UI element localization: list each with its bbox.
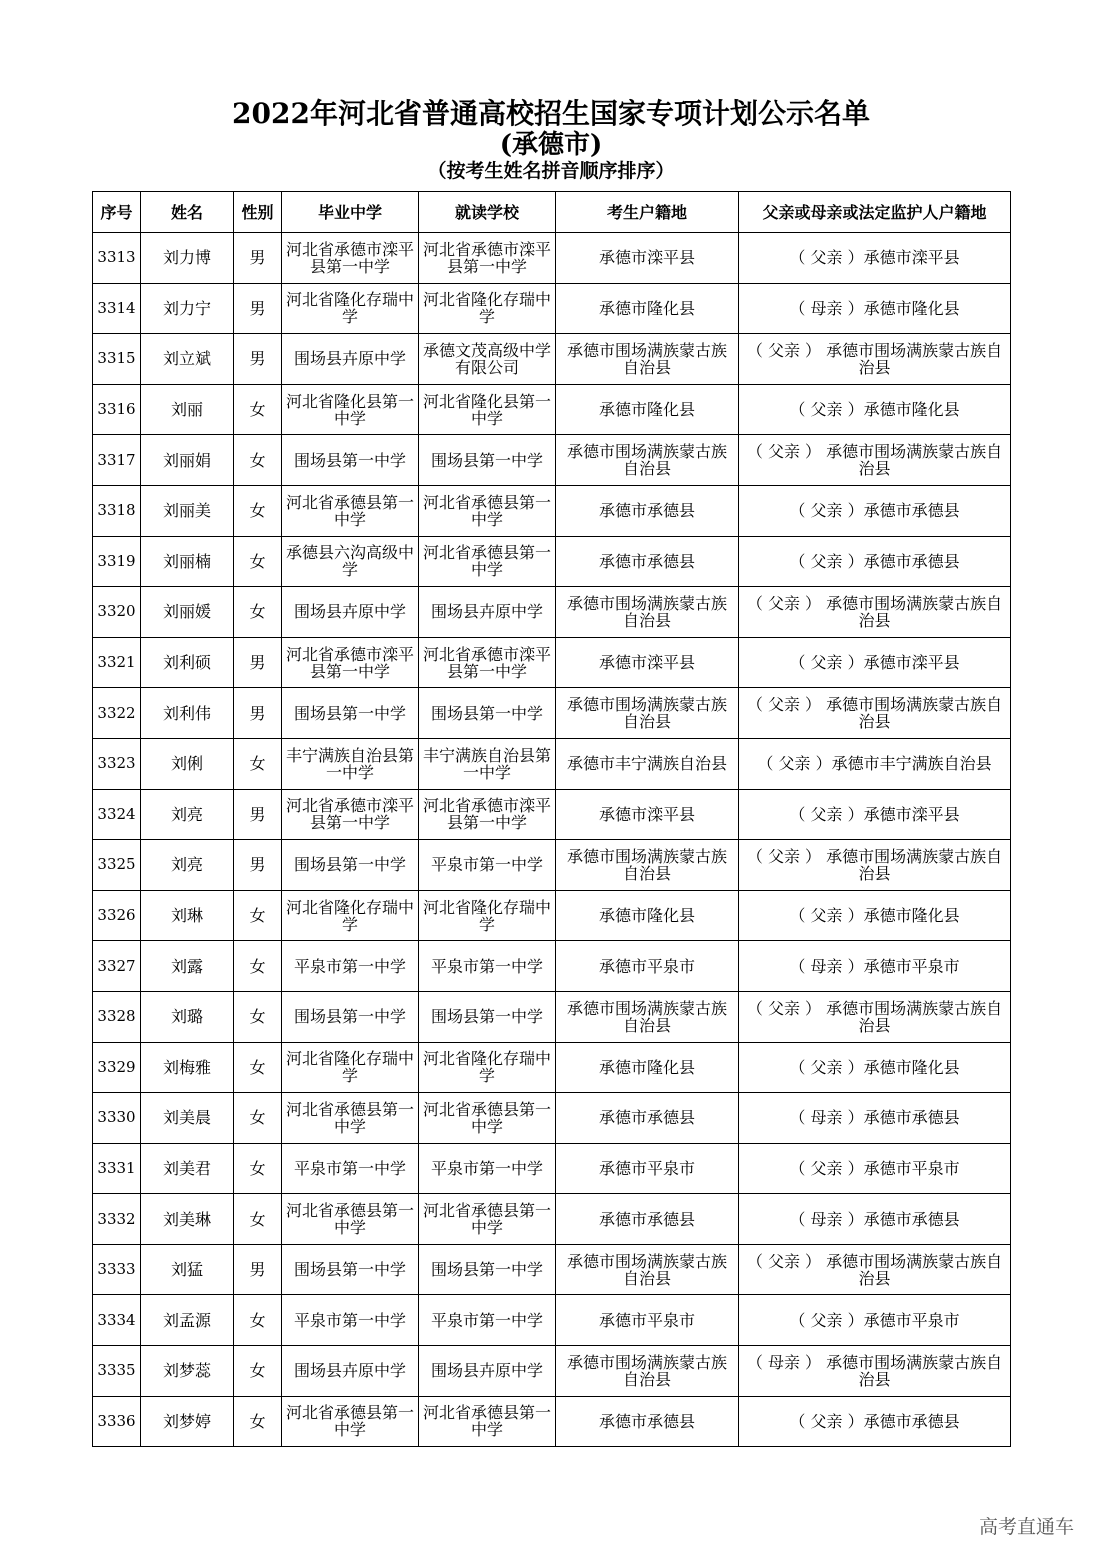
guardian-household-cell: （ 父亲 ） 承德市围场满族蒙古族自治县 <box>739 587 1011 638</box>
household-cell: 承德市隆化县 <box>556 890 739 941</box>
household-cell: 承德市围场满族蒙古族自治县 <box>556 334 739 385</box>
gender-cell: 男 <box>234 840 282 891</box>
current-school-cell: 丰宁满族自治县第一中学 <box>419 738 556 789</box>
household-cell: 承德市承德县 <box>556 1396 739 1447</box>
index-cell: 3321 <box>93 637 141 688</box>
index-cell: 3327 <box>93 941 141 992</box>
graduated-school-cell: 围场县第一中学 <box>282 435 419 486</box>
table-row <box>93 283 1011 334</box>
table-row <box>93 840 1011 891</box>
guardian-household-cell: （ 父亲 ）承德市承德县 <box>739 1396 1011 1447</box>
table-row <box>93 1295 1011 1346</box>
name-cell: 刘俐 <box>141 738 234 789</box>
gender-cell: 女 <box>234 1143 282 1194</box>
guardian-household-cell: （ 父亲 ）承德市隆化县 <box>739 890 1011 941</box>
household-cell: 承德市围场满族蒙古族自治县 <box>556 991 739 1042</box>
graduated-school-cell: 河北省承德县第一中学 <box>282 1194 419 1245</box>
graduated-school-cell: 河北省承德市滦平县第一中学 <box>282 789 419 840</box>
graduated-school-cell: 围场县第一中学 <box>282 840 419 891</box>
household-cell: 承德市围场满族蒙古族自治县 <box>556 1244 739 1295</box>
table-row <box>93 1194 1011 1245</box>
current-school-cell: 平泉市第一中学 <box>419 941 556 992</box>
gender-cell: 男 <box>234 789 282 840</box>
guardian-household-cell: （ 父亲 ）承德市承德县 <box>739 485 1011 536</box>
gender-cell: 女 <box>234 991 282 1042</box>
table-row <box>93 233 1011 284</box>
index-cell: 3317 <box>93 435 141 486</box>
guardian-household-cell: （ 母亲 ） 承德市围场满族蒙古族自治县 <box>739 1346 1011 1397</box>
index-cell: 3324 <box>93 789 141 840</box>
index-cell: 3319 <box>93 536 141 587</box>
table-row <box>93 890 1011 941</box>
index-cell: 3336 <box>93 1396 141 1447</box>
table-row <box>93 536 1011 587</box>
current-school-cell: 河北省承德市滦平县第一中学 <box>419 637 556 688</box>
graduated-school-cell: 河北省隆化存瑞中学 <box>282 283 419 334</box>
household-cell: 承德市承德县 <box>556 1093 739 1144</box>
table-row <box>93 384 1011 435</box>
index-cell: 3330 <box>93 1093 141 1144</box>
current-school-cell: 河北省承德县第一中学 <box>419 1194 556 1245</box>
guardian-household-cell: （ 母亲 ）承德市平泉市 <box>739 941 1011 992</box>
gender-cell: 女 <box>234 587 282 638</box>
name-cell: 刘丽 <box>141 384 234 435</box>
col-header-current-school: 就读学校 <box>419 192 556 233</box>
household-cell: 承德市围场满族蒙古族自治县 <box>556 435 739 486</box>
gender-cell: 女 <box>234 1194 282 1245</box>
index-cell: 3316 <box>93 384 141 435</box>
table-row <box>93 688 1011 739</box>
index-cell: 3328 <box>93 991 141 1042</box>
gender-cell: 男 <box>234 283 282 334</box>
index-cell: 3314 <box>93 283 141 334</box>
gender-cell: 男 <box>234 334 282 385</box>
header-row <box>93 192 1011 233</box>
gender-cell: 女 <box>234 738 282 789</box>
index-cell: 3315 <box>93 334 141 385</box>
guardian-household-cell: （ 母亲 ）承德市承德县 <box>739 1194 1011 1245</box>
current-school-cell: 河北省承德县第一中学 <box>419 485 556 536</box>
graduated-school-cell: 围场县第一中学 <box>282 1244 419 1295</box>
document-title: 2022年河北省普通高校招生国家专项计划公示名单 <box>232 97 870 130</box>
graduated-school-cell: 丰宁满族自治县第一中学 <box>282 738 419 789</box>
household-cell: 承德市承德县 <box>556 1194 739 1245</box>
graduated-school-cell: 围场县卉原中学 <box>282 1346 419 1397</box>
col-header-graduated-school: 毕业中学 <box>282 192 419 233</box>
household-cell: 承德市隆化县 <box>556 283 739 334</box>
graduated-school-cell: 河北省承德县第一中学 <box>282 485 419 536</box>
col-header-index: 序号 <box>93 192 141 233</box>
table-row <box>93 1143 1011 1194</box>
graduated-school-cell: 围场县卉原中学 <box>282 334 419 385</box>
gender-cell: 男 <box>234 1244 282 1295</box>
guardian-household-cell: （ 父亲 ）承德市隆化县 <box>739 1042 1011 1093</box>
table-row <box>93 991 1011 1042</box>
household-cell: 承德市滦平县 <box>556 637 739 688</box>
table-row <box>93 485 1011 536</box>
name-cell: 刘丽美 <box>141 485 234 536</box>
current-school-cell: 河北省隆化县第一中学 <box>419 384 556 435</box>
index-cell: 3326 <box>93 890 141 941</box>
guardian-household-cell: （ 父亲 ）承德市滦平县 <box>739 637 1011 688</box>
table-row <box>93 637 1011 688</box>
name-cell: 刘丽楠 <box>141 536 234 587</box>
current-school-cell: 河北省承德县第一中学 <box>419 536 556 587</box>
guardian-household-cell: （ 父亲 ） 承德市围场满族蒙古族自治县 <box>739 1244 1011 1295</box>
household-cell: 承德市平泉市 <box>556 941 739 992</box>
name-cell: 刘利伟 <box>141 688 234 739</box>
index-cell: 3318 <box>93 485 141 536</box>
household-cell: 承德市滦平县 <box>556 233 739 284</box>
gender-cell: 女 <box>234 435 282 486</box>
document-subtitle: (承德市) <box>499 130 603 160</box>
gender-cell: 女 <box>234 941 282 992</box>
index-cell: 3325 <box>93 840 141 891</box>
table-row <box>93 1093 1011 1144</box>
gender-cell: 女 <box>234 1093 282 1144</box>
name-cell: 刘力宁 <box>141 283 234 334</box>
current-school-cell: 河北省承德市滦平县第一中学 <box>419 789 556 840</box>
index-cell: 3313 <box>93 233 141 284</box>
table-row <box>93 587 1011 638</box>
index-cell: 3322 <box>93 688 141 739</box>
household-cell: 承德市围场满族蒙古族自治县 <box>556 1346 739 1397</box>
name-cell: 刘梦蕊 <box>141 1346 234 1397</box>
current-school-cell: 河北省承德县第一中学 <box>419 1093 556 1144</box>
guardian-household-cell: （ 父亲 ） 承德市围场满族蒙古族自治县 <box>739 991 1011 1042</box>
gender-cell: 女 <box>234 384 282 435</box>
guardian-household-cell: （ 父亲 ） 承德市围场满族蒙古族自治县 <box>739 435 1011 486</box>
index-cell: 3320 <box>93 587 141 638</box>
household-cell: 承德市围场满族蒙古族自治县 <box>556 587 739 638</box>
table-row <box>93 1396 1011 1447</box>
current-school-cell: 平泉市第一中学 <box>419 840 556 891</box>
gender-cell: 女 <box>234 890 282 941</box>
guardian-household-cell: （ 父亲 ）承德市滦平县 <box>739 233 1011 284</box>
guardian-household-cell: （ 父亲 ）承德市滦平县 <box>739 789 1011 840</box>
col-header-gender: 性别 <box>234 192 282 233</box>
sort-note: （按考生姓名拼音顺序排序） <box>427 160 675 182</box>
name-cell: 刘丽媛 <box>141 587 234 638</box>
household-cell: 承德市承德县 <box>556 536 739 587</box>
name-cell: 刘美君 <box>141 1143 234 1194</box>
index-cell: 3323 <box>93 738 141 789</box>
graduated-school-cell: 河北省承德县第一中学 <box>282 1396 419 1447</box>
graduated-school-cell: 河北省隆化存瑞中学 <box>282 1042 419 1093</box>
table-row <box>93 941 1011 992</box>
name-cell: 刘立斌 <box>141 334 234 385</box>
graduated-school-cell: 围场县第一中学 <box>282 991 419 1042</box>
graduated-school-cell: 平泉市第一中学 <box>282 941 419 992</box>
gender-cell: 女 <box>234 1346 282 1397</box>
name-cell: 刘孟源 <box>141 1295 234 1346</box>
index-cell: 3334 <box>93 1295 141 1346</box>
gender-cell: 女 <box>234 485 282 536</box>
current-school-cell: 河北省承德县第一中学 <box>419 1396 556 1447</box>
name-cell: 刘丽娟 <box>141 435 234 486</box>
guardian-household-cell: （ 父亲 ） 承德市围场满族蒙古族自治县 <box>739 688 1011 739</box>
household-cell: 承德市隆化县 <box>556 1042 739 1093</box>
table-row <box>93 1042 1011 1093</box>
index-cell: 3333 <box>93 1244 141 1295</box>
current-school-cell: 平泉市第一中学 <box>419 1143 556 1194</box>
household-cell: 承德市承德县 <box>556 485 739 536</box>
gender-cell: 女 <box>234 536 282 587</box>
roster-table <box>92 191 1011 1447</box>
gender-cell: 女 <box>234 1396 282 1447</box>
name-cell: 刘露 <box>141 941 234 992</box>
current-school-cell: 平泉市第一中学 <box>419 1295 556 1346</box>
index-cell: 3331 <box>93 1143 141 1194</box>
name-cell: 刘力博 <box>141 233 234 284</box>
guardian-household-cell: （ 父亲 ）承德市平泉市 <box>739 1143 1011 1194</box>
watermark: 高考直通车 <box>978 1516 1074 1538</box>
table-row <box>93 334 1011 385</box>
table-row <box>93 1346 1011 1397</box>
gender-cell: 男 <box>234 688 282 739</box>
name-cell: 刘亮 <box>141 789 234 840</box>
graduated-school-cell: 围场县第一中学 <box>282 688 419 739</box>
household-cell: 承德市平泉市 <box>556 1143 739 1194</box>
current-school-cell: 围场县卉原中学 <box>419 1346 556 1397</box>
guardian-household-cell: （ 父亲 ）承德市平泉市 <box>739 1295 1011 1346</box>
col-header-household: 考生户籍地 <box>556 192 739 233</box>
guardian-household-cell: （ 父亲 ）承德市隆化县 <box>739 384 1011 435</box>
table-row <box>93 1244 1011 1295</box>
table-row <box>93 789 1011 840</box>
current-school-cell: 河北省隆化存瑞中学 <box>419 890 556 941</box>
name-cell: 刘梦婷 <box>141 1396 234 1447</box>
guardian-household-cell: （ 父亲 ）承德市承德县 <box>739 536 1011 587</box>
household-cell: 承德市平泉市 <box>556 1295 739 1346</box>
table-row <box>93 738 1011 789</box>
current-school-cell: 围场县第一中学 <box>419 435 556 486</box>
col-header-name: 姓名 <box>141 192 234 233</box>
graduated-school-cell: 承德县六沟高级中学 <box>282 536 419 587</box>
gender-cell: 女 <box>234 1295 282 1346</box>
name-cell: 刘璐 <box>141 991 234 1042</box>
current-school-cell: 河北省隆化存瑞中学 <box>419 283 556 334</box>
current-school-cell: 围场县第一中学 <box>419 991 556 1042</box>
index-cell: 3332 <box>93 1194 141 1245</box>
col-header-guardian-household: 父亲或母亲或法定监护人户籍地 <box>739 192 1011 233</box>
guardian-household-cell: （ 父亲 ）承德市丰宁满族自治县 <box>739 738 1011 789</box>
current-school-cell: 围场县第一中学 <box>419 1244 556 1295</box>
graduated-school-cell: 河北省隆化县第一中学 <box>282 384 419 435</box>
index-cell: 3329 <box>93 1042 141 1093</box>
table-row <box>93 435 1011 486</box>
guardian-household-cell: （ 母亲 ）承德市隆化县 <box>739 283 1011 334</box>
current-school-cell: 河北省承德市滦平县第一中学 <box>419 233 556 284</box>
graduated-school-cell: 平泉市第一中学 <box>282 1295 419 1346</box>
guardian-household-cell: （ 父亲 ） 承德市围场满族蒙古族自治县 <box>739 840 1011 891</box>
graduated-school-cell: 河北省承德县第一中学 <box>282 1093 419 1144</box>
household-cell: 承德市围场满族蒙古族自治县 <box>556 688 739 739</box>
gender-cell: 男 <box>234 233 282 284</box>
name-cell: 刘利硕 <box>141 637 234 688</box>
index-cell: 3335 <box>93 1346 141 1397</box>
name-cell: 刘亮 <box>141 840 234 891</box>
gender-cell: 女 <box>234 1042 282 1093</box>
name-cell: 刘美琳 <box>141 1194 234 1245</box>
guardian-household-cell: （ 父亲 ） 承德市围场满族蒙古族自治县 <box>739 334 1011 385</box>
current-school-cell: 围场县第一中学 <box>419 688 556 739</box>
current-school-cell: 承德文茂高级中学有限公司 <box>419 334 556 385</box>
current-school-cell: 围场县卉原中学 <box>419 587 556 638</box>
name-cell: 刘琳 <box>141 890 234 941</box>
graduated-school-cell: 平泉市第一中学 <box>282 1143 419 1194</box>
current-school-cell: 河北省隆化存瑞中学 <box>419 1042 556 1093</box>
name-cell: 刘美晨 <box>141 1093 234 1144</box>
graduated-school-cell: 河北省承德市滦平县第一中学 <box>282 233 419 284</box>
household-cell: 承德市滦平县 <box>556 789 739 840</box>
household-cell: 承德市隆化县 <box>556 384 739 435</box>
name-cell: 刘梅雅 <box>141 1042 234 1093</box>
graduated-school-cell: 河北省隆化存瑞中学 <box>282 890 419 941</box>
graduated-school-cell: 围场县卉原中学 <box>282 587 419 638</box>
household-cell: 承德市丰宁满族自治县 <box>556 738 739 789</box>
guardian-household-cell: （ 母亲 ）承德市承德县 <box>739 1093 1011 1144</box>
name-cell: 刘猛 <box>141 1244 234 1295</box>
gender-cell: 男 <box>234 637 282 688</box>
household-cell: 承德市围场满族蒙古族自治县 <box>556 840 739 891</box>
graduated-school-cell: 河北省承德市滦平县第一中学 <box>282 637 419 688</box>
